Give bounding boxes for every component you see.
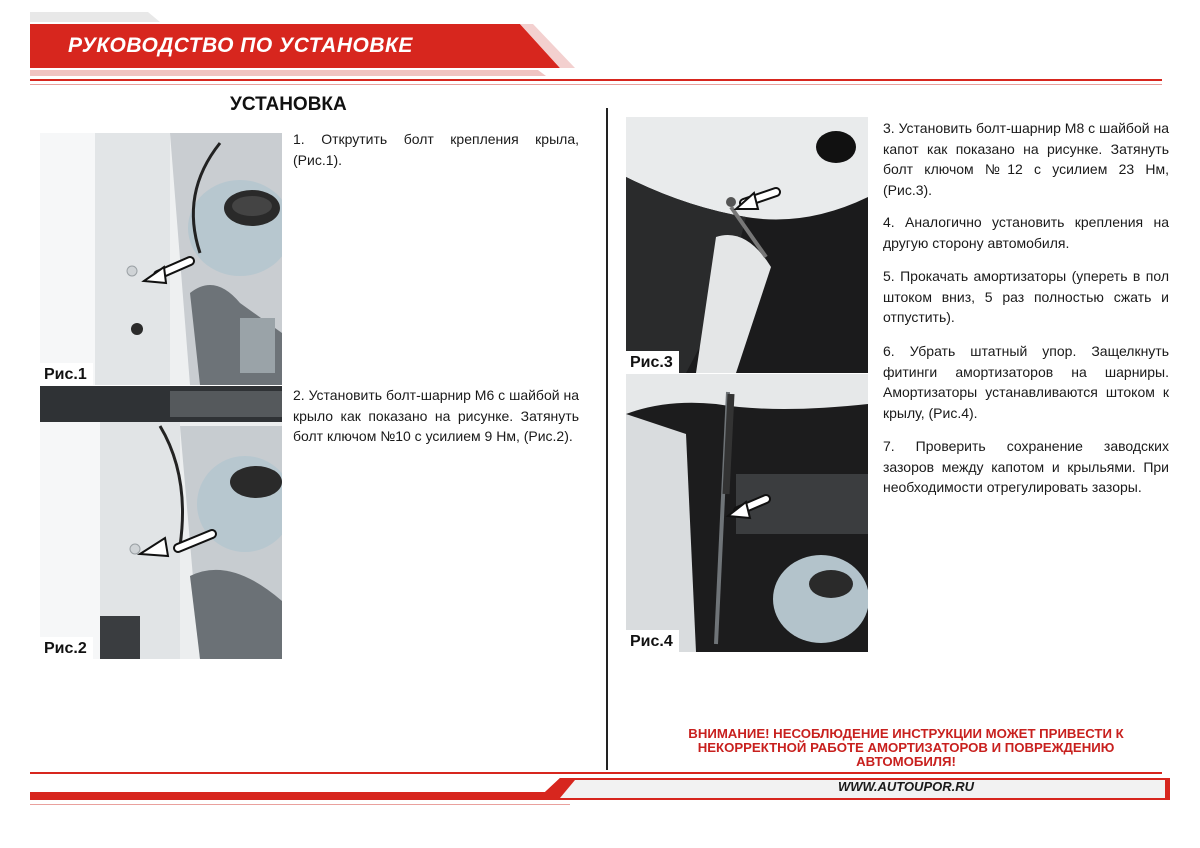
installed-strut-image [626, 374, 868, 652]
figure-2-photo [40, 386, 282, 659]
warning-notice: ВНИМАНИЕ! НЕСОБЛЮДЕНИЕ ИНСТРУКЦИИ МОЖЕТ ПРИВЕСТИ К НЕКОРРЕКТНОЙ РАБОТЕ АМОРТИЗАТОРОВ И ПОВРЕЖДЕНИЮ АВТОМОБИЛЯ! [688, 726, 1124, 769]
footer-stripes [0, 770, 1200, 830]
figure-1-photo [40, 133, 282, 385]
footer-website-link[interactable]: WWW.AUTOUPOR.RU [838, 779, 974, 794]
step-3-text: 3. Установить болт-шарнир М8 с шайбой на капот как показано на рисунке. Затянуть болт ключом №12 с усилием 23 Нм, (Рис.3). [883, 120, 1169, 198]
header-banner [0, 0, 1200, 100]
step-2-text: 2. Установить болт-шарнир М6 с шайбой на крыло как показано на рисунке. Затянуть болт ключом №10 с усилием 9 Нм, (Рис.2). [293, 387, 579, 444]
footer-banner [0, 770, 1200, 830]
figure-3-caption: Рис.3 [626, 351, 679, 373]
step-5-text: 5. Прокачать амортизаторы (упереть в пол штоком вниз, 5 раз полностью сжать и отпустить). [883, 268, 1169, 325]
figure-3-photo [626, 117, 868, 373]
engine-bay-image [40, 133, 282, 385]
page-header-title: РУКОВОДСТВО ПО УСТАНОВКЕ [68, 34, 413, 57]
figure-2-caption: Рис.2 [40, 637, 93, 659]
step-1-text: 1. Открутить болт крепления крыла, (Рис.1). [293, 131, 579, 168]
figure-1-caption: Рис.1 [40, 363, 93, 385]
column-divider [606, 108, 608, 770]
figure-4-caption: Рис.4 [626, 630, 679, 652]
step-4-text: 4. Аналогично установить крепления на другую сторону автомобиля. [883, 214, 1169, 251]
step-7-text: 7. Проверить сохранение заводских зазоров между капотом и крыльями. При необходимости отрегулировать зазоры. [883, 438, 1169, 495]
step-6-text: 6. Убрать штатный упор. Защелкнуть фитинги амортизаторов на шарниры. Амортизаторы устанавливаются штоком к крылу, (Рис.4). [883, 343, 1169, 421]
section-title: УСТАНОВКА [230, 94, 347, 115]
hood-underside-image [626, 117, 868, 373]
figure-4-photo [626, 374, 868, 652]
engine-bay-image [40, 386, 282, 659]
